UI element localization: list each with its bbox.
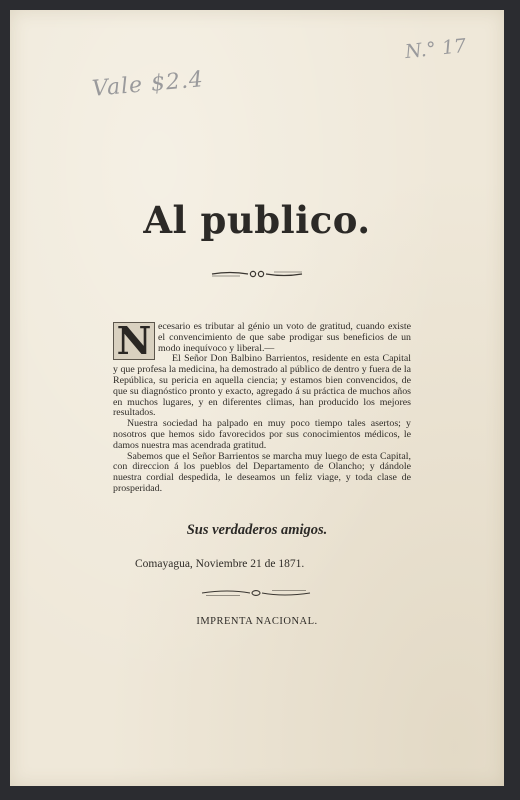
paragraph-farewell: Sabemos que el Señor Barrientos se marcha muy luego de esta Capital, con direccion á los pueblos del Departamento de Olancho; y dándole nuestra cordial despedida, le deseamos un feliz viage, y toda clase de prosperidad.: [113, 450, 411, 494]
paragraph-doctor: El Señor Don Balbino Barrientos, residente en esta Capital y que profesa la medicina, ha demostrado al público de dentro y fuera de la República, su pericia en aquella ciencia; y estamos bien convencidos, de que su diagnóstico pronto y exacto, agregado á su práctica de muchos años en muchos lugares, y en diferentes climas, han producido los mejores resultados.: [113, 353, 411, 419]
ornament-divider-icon: [210, 268, 304, 280]
signature-line: Sus verdaderos amigos.: [186, 522, 328, 538]
dateline: Comayagua, Noviembre 21 de 1871.: [135, 558, 305, 570]
notice-body: [113, 318, 411, 495]
paragraph-society: Nuestra sociedad ha palpado en muy poco tiempo tales asertos; y nosotros que hemos sido favorecidos por sus conocimientos médicos, le damos nuestra mas acendrada gratitud.: [113, 418, 411, 451]
dropcap-letter: N: [113, 322, 155, 360]
printer-imprint: IMPRENTA NACIONAL.: [196, 616, 318, 627]
paragraph-intro: [113, 318, 411, 363]
page-title: Al publico.: [143, 198, 371, 242]
broadside-sheet: [10, 10, 504, 786]
handwritten-number: N.° 17: [404, 34, 468, 64]
handwritten-price: Vale $2.4: [91, 67, 205, 102]
paragraph-text: ecesario es tributar al génio un voto de gratitud, cuando existe el convencimiento de que sabe prodigar sus beneficios de un modo inequívoco y liberal.—: [158, 321, 411, 354]
ornament-rule-icon: [200, 587, 312, 599]
